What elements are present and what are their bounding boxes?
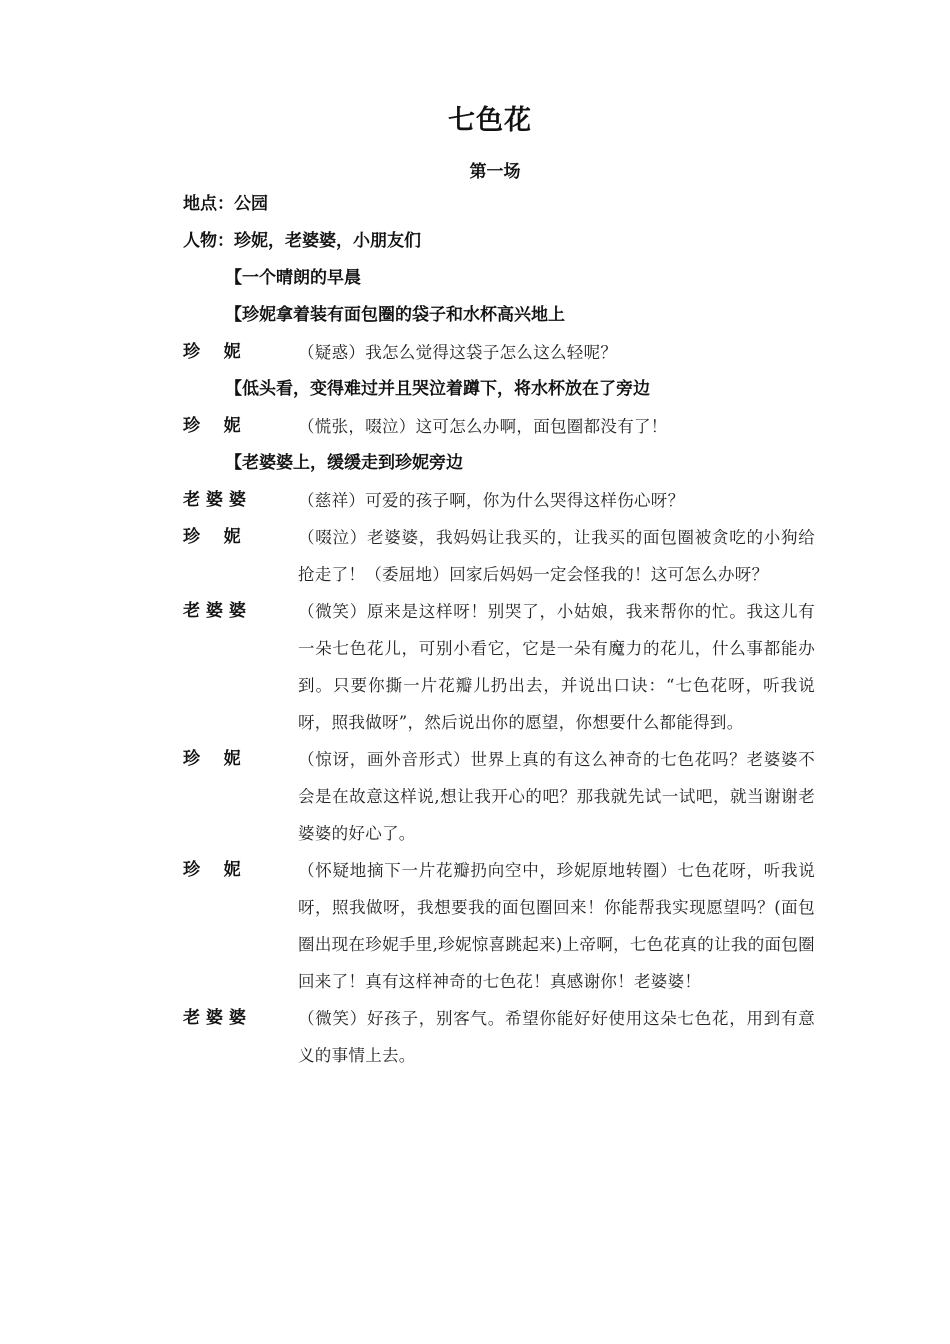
- speaker-name: 珍 妮: [183, 527, 241, 547]
- dialogue-text: （慈祥）可爱的孩子啊，你为什么哭得这样伤心呀？: [298, 491, 685, 510]
- stage-direction: 【珍妮拿着装有面包圈的袋子和水杯高兴地上: [225, 305, 565, 325]
- speaker-name: 珍 妮: [183, 342, 241, 362]
- speaker-name: 珍 妮: [183, 749, 241, 769]
- dialogue-line: [183, 852, 823, 1000]
- dialogue-text: （疑惑）我怎么觉得这袋子怎么这么轻呢？: [298, 343, 618, 362]
- speaker-name: 老 婆 婆: [183, 1008, 246, 1028]
- dialogue-text: （微笑）好孩子，别客气。希望你能好好使用这朵七色花，用到有意义的事情上去。: [298, 1009, 815, 1065]
- speaker-name: 珍 妮: [183, 860, 241, 880]
- dialogue-text: （怀疑地摘下一片花瓣扔向空中，珍妮原地转圈）七色花呀，听我说呀，照我做呀，我想要我的面包圈回来！你能帮我实现愿望吗？(面包圈出现在珍妮手里,珍妮惊喜跳起来)上帝啊，七色花真的让我的面包圈回来了！真有这样神奇的七色花！真感谢你！老婆婆！: [298, 861, 815, 991]
- location-line: 地点：公园: [183, 194, 268, 214]
- speaker-name: 老 婆 婆: [183, 601, 246, 621]
- dialogue-line: [183, 593, 823, 741]
- dialogue-text: （慌张，啜泣）这可怎么办啊，面包圈都没有了！: [298, 417, 668, 436]
- script-entries: [183, 260, 823, 1074]
- play-title: 七色花: [448, 105, 532, 136]
- dialogue-line: [183, 519, 823, 593]
- script-body: [183, 186, 823, 1074]
- dialogue-line: [183, 1000, 823, 1074]
- dialogue-text: （惊讶，画外音形式）世界上真的有这么神奇的七色花吗？老婆婆不会是在故意这样说,想让我开心的吧？那我就先试一试吧，就当谢谢老婆婆的好心了。: [298, 750, 815, 843]
- stage-direction: 【低头看，变得难过并且哭泣着蹲下，将水杯放在了旁边: [225, 379, 650, 399]
- stage-direction: 【老婆婆上，缓缓走到珍妮旁边: [225, 453, 463, 473]
- characters-line: 人物：珍妮，老婆婆，小朋友们: [183, 231, 421, 251]
- dialogue-line: [183, 741, 823, 852]
- speaker-name: 珍 妮: [183, 416, 241, 436]
- speaker-name: 老 婆 婆: [183, 490, 246, 510]
- dialogue-line: [183, 334, 823, 371]
- stage-direction: 【一个晴朗的早晨: [225, 268, 361, 288]
- scene-heading: 第一场: [469, 162, 521, 182]
- dialogue-text: （微笑）原来是这样呀！别哭了，小姑娘，我来帮你的忙。我这儿有一朵七色花儿，可别小看它，它是一朵有魔力的花儿，什么事都能办到。只要你撕一片花瓣儿扔出去，并说出口诀：“七色花呀，听我说呀，照我做呀”，然后说出你的愿望，你想要什么都能得到。: [298, 602, 815, 732]
- dialogue-text: （啜泣）老婆婆，我妈妈让我买的，让我买的面包圈被贪吃的小狗给抢走了！（委屈地）回家后妈妈一定会怪我的！这可怎么办呀？: [298, 528, 815, 584]
- dialogue-line: [183, 482, 823, 519]
- dialogue-line: [183, 408, 823, 445]
